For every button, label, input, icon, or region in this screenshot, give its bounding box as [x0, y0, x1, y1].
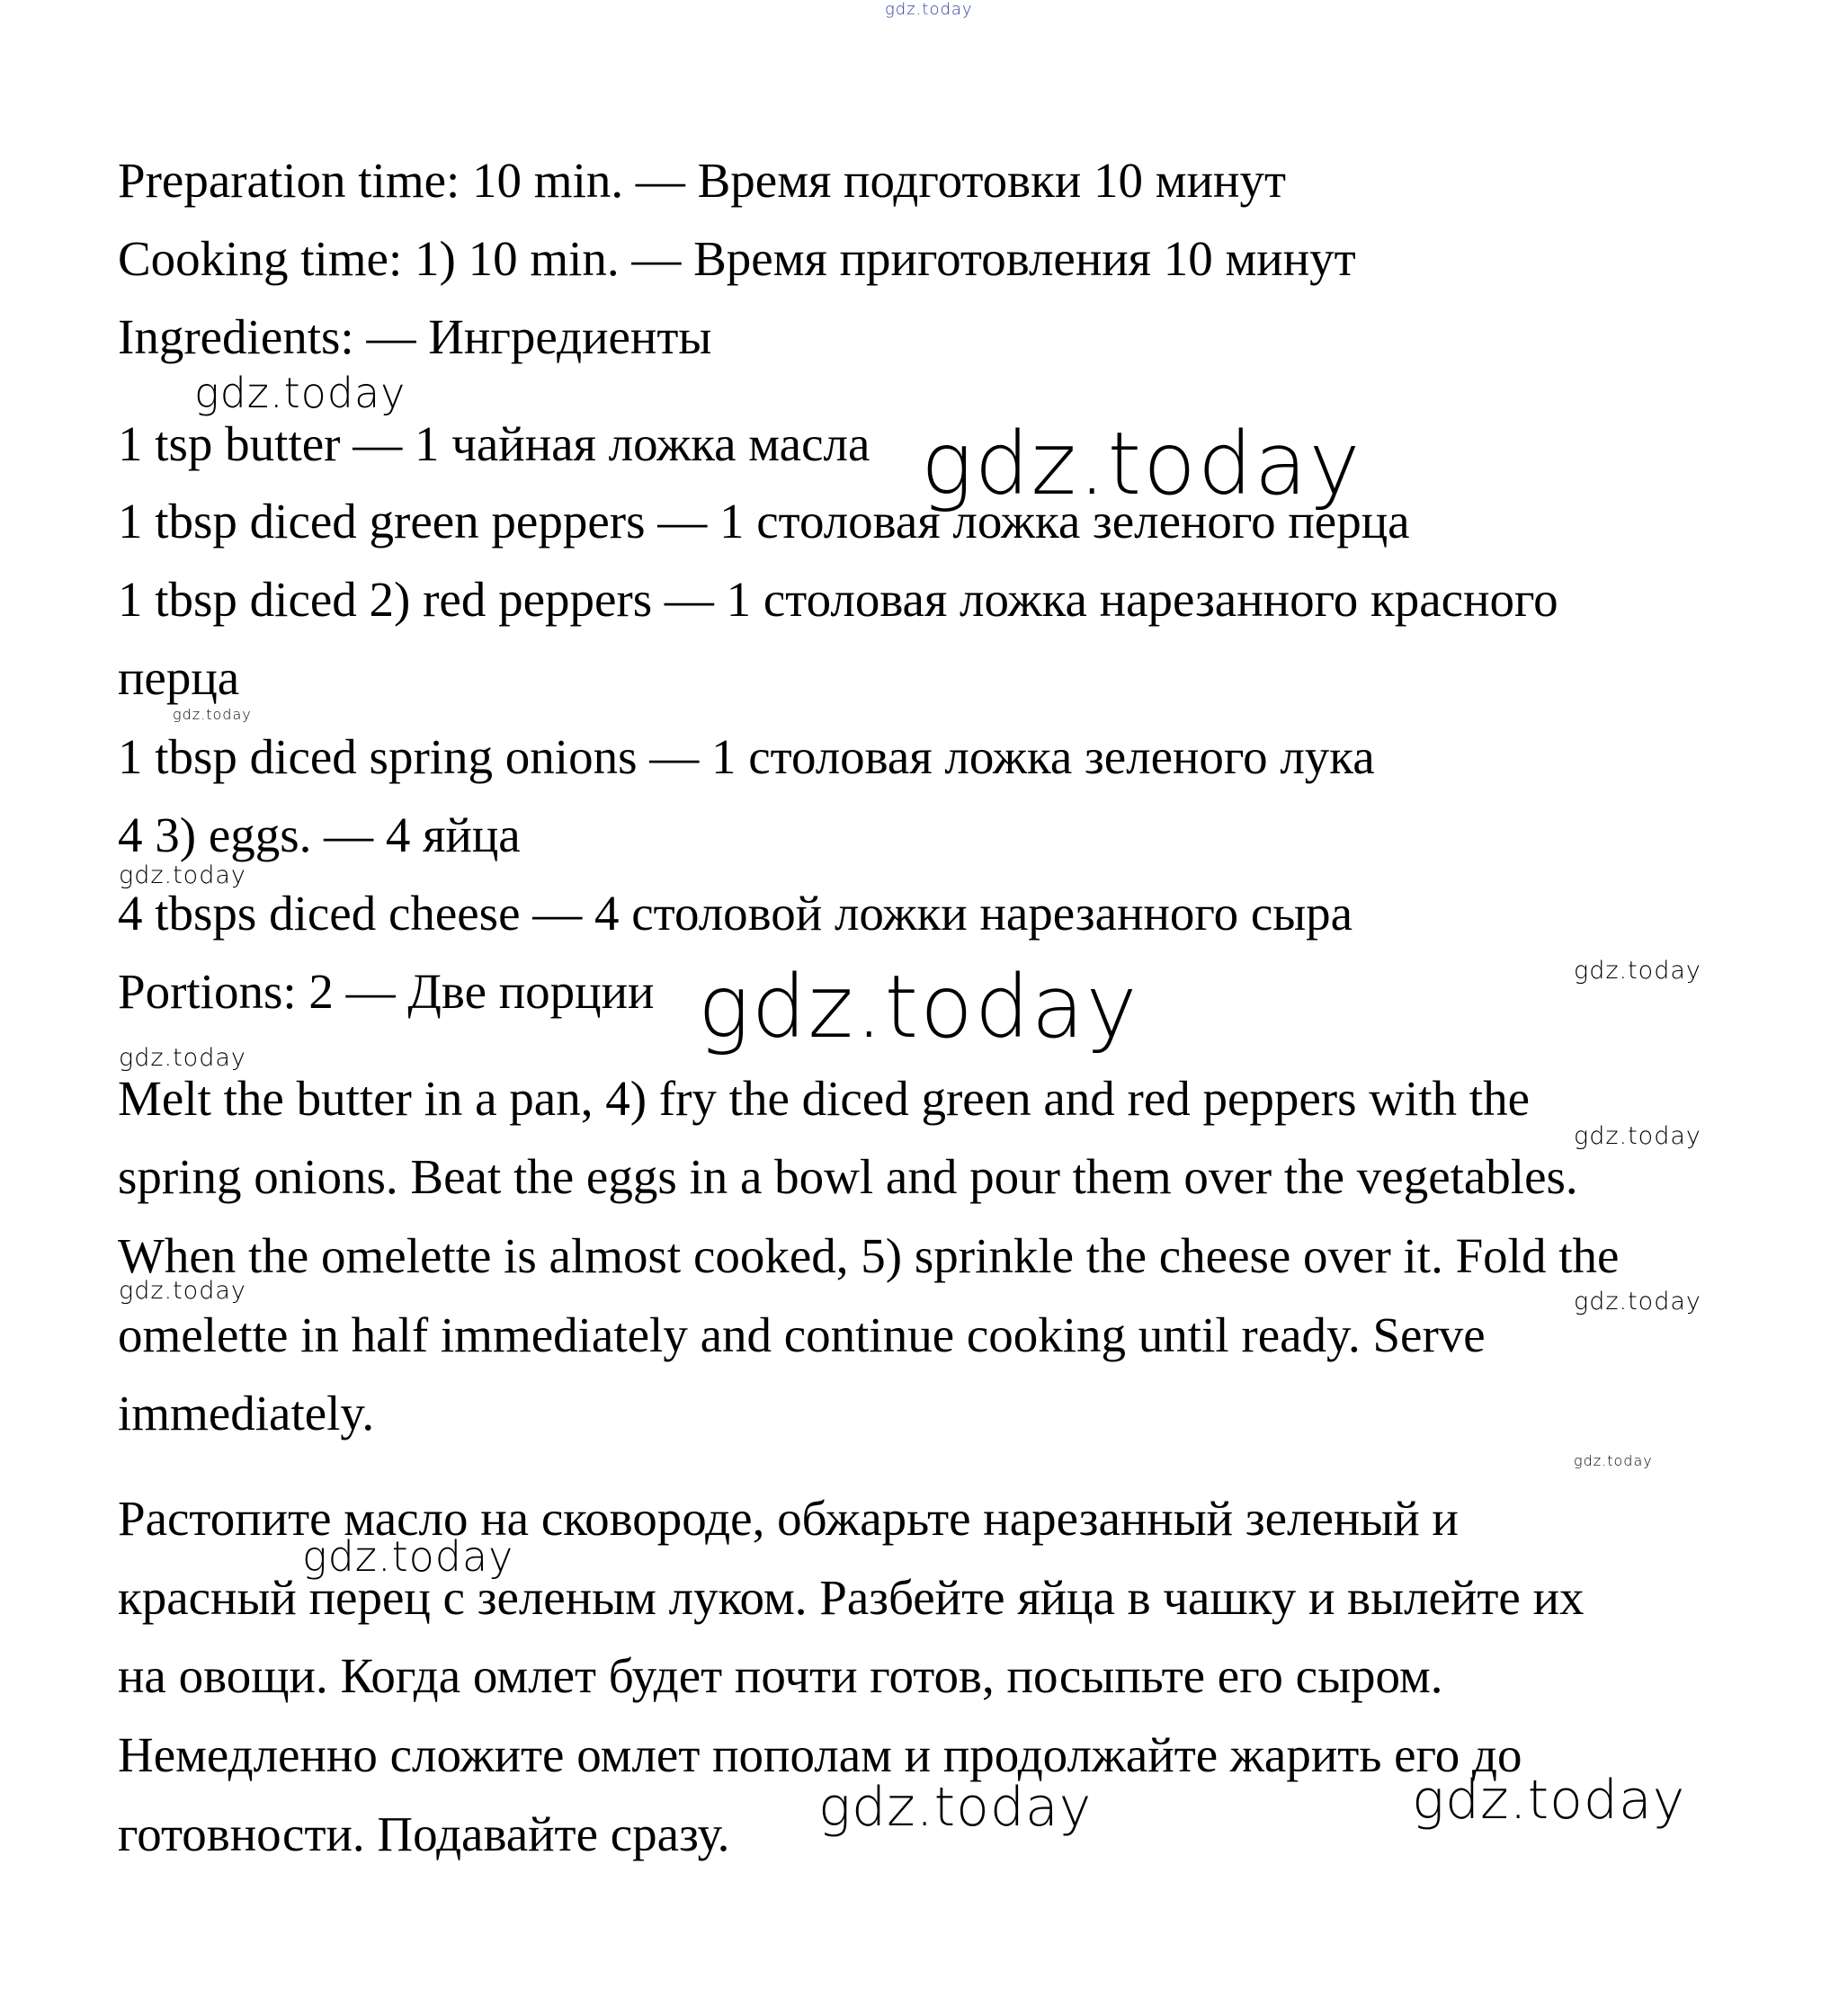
instructions-ru-line-5: готовности. Подавайте сразу. — [118, 1806, 730, 1861]
watermark: gdz.today — [921, 414, 1362, 514]
ingredient-red-peppers: 1 tbsp diced 2) red peppers — 1 столовая ложка нарезанного красного — [118, 572, 1558, 627]
watermark: gdz.today — [302, 1532, 514, 1581]
ingredients-heading: Ingredients: — Ингредиенты — [118, 309, 712, 364]
watermark: gdz.today — [1412, 1769, 1686, 1832]
instructions-en-line-1: Melt the butter in a pan, 4) fry the diced green and red peppers with the — [118, 1071, 1530, 1126]
preparation-time-line: Preparation time: 10 min. — Время подготовки 10 минут — [118, 153, 1286, 208]
watermark: gdz.today — [1574, 1288, 1701, 1316]
instructions-ru-line-3: на овощи. Когда омлет будет почти готов, посыпьте его сыром. — [118, 1648, 1443, 1703]
header-watermark: gdz.today — [885, 0, 973, 19]
instructions-en-line-5: immediately. — [118, 1386, 375, 1441]
instructions-en-line-3: When the omelette is almost cooked, 5) sprinkle the cheese over it. Fold the — [118, 1228, 1620, 1283]
watermark: gdz.today — [1574, 957, 1701, 985]
watermark: gdz.today — [1574, 1452, 1653, 1469]
watermark: gdz.today — [194, 369, 406, 417]
watermark: gdz.today — [818, 1776, 1093, 1839]
watermark: gdz.today — [1574, 1122, 1701, 1150]
instructions-ru-line-1: Растопите масло на сковороде, обжарьте нарезанный зеленый и — [118, 1491, 1459, 1546]
instructions-ru-line-4: Немедленно сложите омлет пополам и продолжайте жарить его до — [118, 1727, 1522, 1782]
instructions-en-line-4: omelette in half immediately and continue cooking until ready. Serve — [118, 1307, 1486, 1362]
cooking-time-line: Cooking time: 1) 10 min. — Время приготовления 10 минут — [118, 231, 1356, 286]
ingredient-green-peppers: 1 tbsp diced green peppers — 1 столовая ложка зеленого перца — [118, 494, 1410, 549]
ingredient-red-peppers-cont: перца — [118, 650, 240, 705]
ingredient-eggs: 4 3) eggs. — 4 яйца — [118, 807, 521, 862]
watermark: gdz.today — [173, 706, 252, 723]
ingredient-butter: 1 tsp butter — 1 чайная ложка масла — [118, 416, 870, 471]
watermark: gdz.today — [698, 957, 1139, 1057]
ingredient-cheese: 4 tbsps diced cheese — 4 столовой ложки нарезанного сыра — [118, 886, 1353, 941]
instructions-en-line-2: spring onions. Beat the eggs in a bowl and pour them over the vegetables. — [118, 1149, 1578, 1204]
watermark: gdz.today — [119, 1277, 246, 1305]
ingredient-spring-onions: 1 tbsp diced spring onions — 1 столовая ложка зеленого лука — [118, 729, 1375, 784]
instructions-ru-line-2: красный перец с зеленым луком. Разбейте яйца в чашку и вылейте их — [118, 1570, 1585, 1625]
watermark: gdz.today — [119, 861, 246, 889]
watermark: gdz.today — [119, 1044, 246, 1072]
portions-line: Portions: 2 — Две порции — [118, 964, 655, 1019]
